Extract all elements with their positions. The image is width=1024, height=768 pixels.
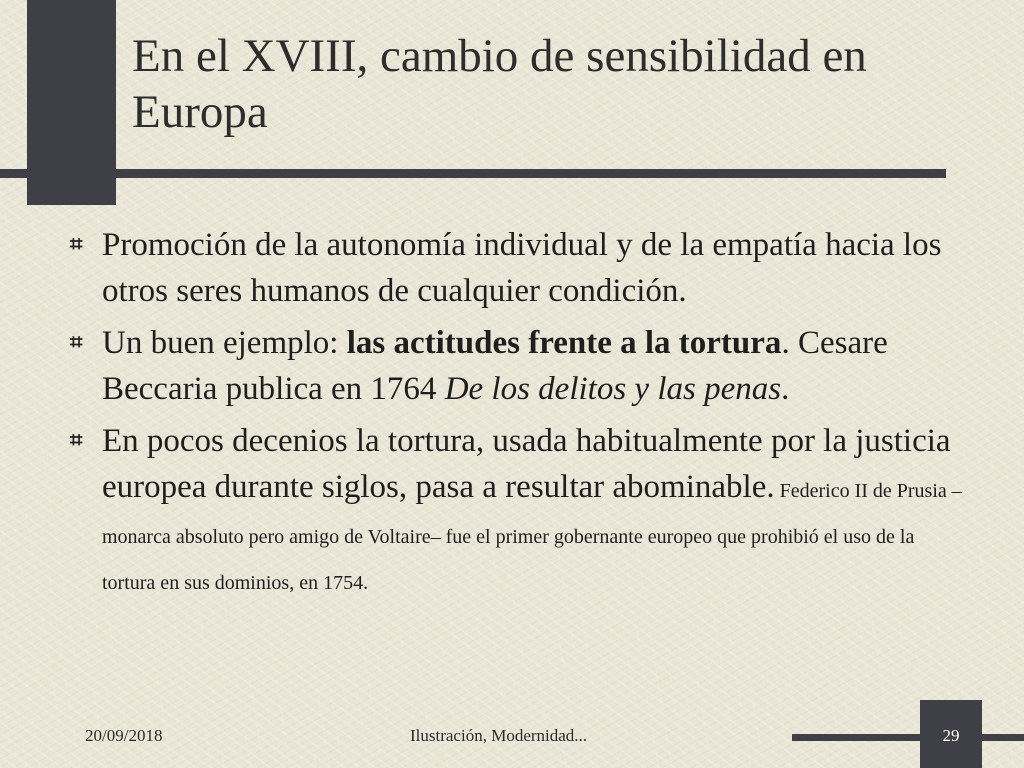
footer-title: Ilustración, Modernidad...	[410, 726, 588, 745]
bullet-item	[70, 222, 970, 314]
page-number: 29	[942, 726, 960, 745]
bullet-icon: ⌗	[70, 330, 83, 355]
bullet-text: En pocos decenios la tortura, usada habitualmente por la justicia europea durante siglos, pasa a resultar abominable. Federico II de Prusia –monarca absoluto pero amigo de Voltaire– fue el primer gobernante europeo que prohibió el uso de la tortura en sus dominios, en 1754.	[102, 423, 962, 594]
bullet-icon: ⌗	[70, 232, 83, 257]
bullet-icon: ⌗	[70, 428, 83, 453]
footer-rule	[792, 734, 920, 741]
footer-date: 20/09/2018	[85, 726, 163, 745]
bullet-text: Promoción de la autonomía individual y de la empatía hacia los otros seres humanos de cualquier condición.	[102, 227, 942, 309]
bullet-list	[70, 222, 970, 608]
footnote-text: Federico II de Prusia –monarca absoluto pero amigo de Voltaire– fue el primer gobernante europeo que prohibió el uso de la tortura en sus dominios, en 1754.	[102, 480, 962, 594]
bullet-item	[70, 418, 970, 602]
footer-rule-right	[982, 734, 1024, 741]
title-rule	[0, 169, 946, 178]
bullet-text: Un buen ejemplo: las actitudes frente a la tortura. Cesare Beccaria publica en 1764 De los delitos y las penas.	[102, 325, 888, 407]
emphasis-text: las actitudes frente a la tortura	[346, 325, 782, 361]
bullet-item	[70, 320, 970, 412]
book-title: De los delitos y las penas	[444, 371, 782, 407]
slide-title: En el XVIII, cambio de sensibilidad en Europa	[132, 30, 867, 138]
